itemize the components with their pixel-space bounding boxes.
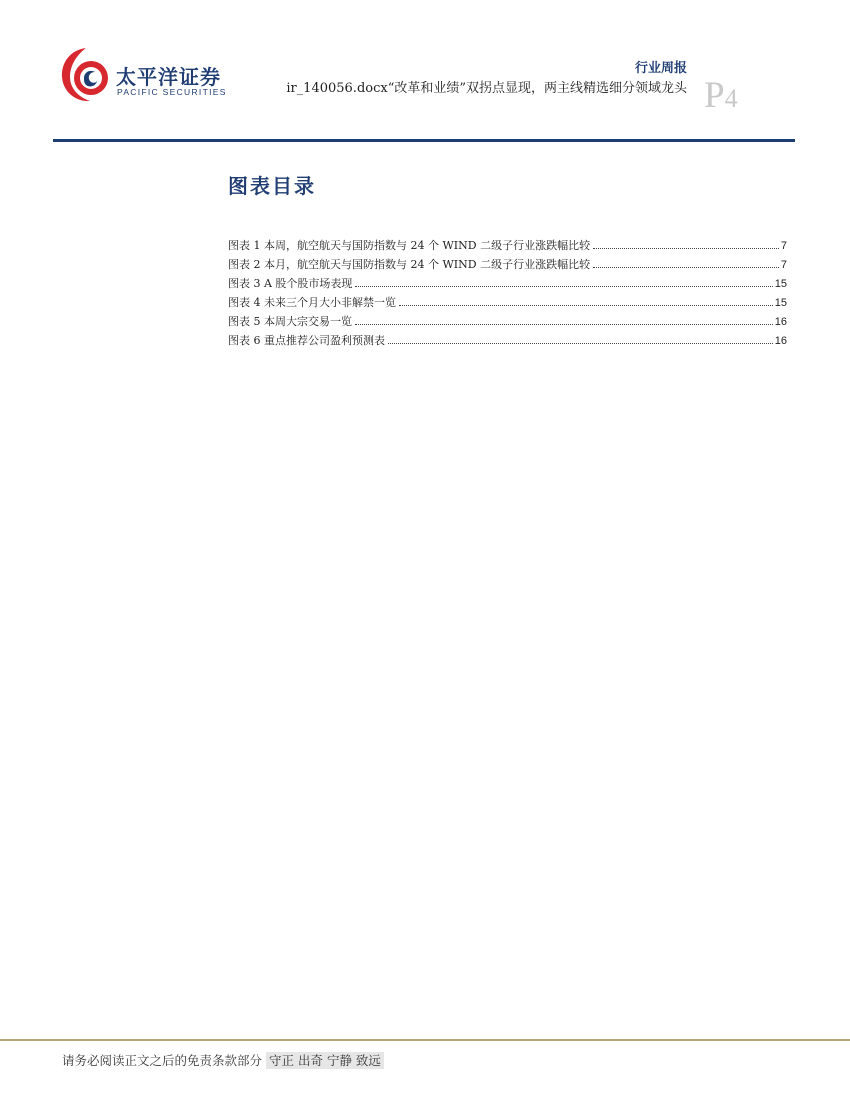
- toc-item-label: 图表 3 A 股个股市场表现: [228, 277, 353, 290]
- toc-item-page: 7: [780, 240, 787, 252]
- toc-leader-dots: [399, 304, 773, 306]
- toc-item-label: 图表 5 本周大宗交易一览: [228, 315, 352, 328]
- toc-item[interactable]: [228, 293, 787, 312]
- report-type: 行业周报: [634, 61, 687, 76]
- page-number: [704, 76, 738, 119]
- toc-item-page: 16: [774, 316, 787, 328]
- toc-item[interactable]: [228, 312, 787, 331]
- toc-item-page: 15: [774, 297, 787, 309]
- page-prefix: P: [704, 75, 725, 116]
- toc-item[interactable]: [228, 236, 787, 255]
- toc-leader-dots: [355, 323, 773, 325]
- pacific-securities-logo-icon: [58, 44, 114, 104]
- company-name-en: PACIFIC SECURITIES: [117, 87, 227, 97]
- toc-item-page: 15: [774, 278, 787, 290]
- toc-item-page: 7: [780, 259, 787, 271]
- toc-list: [228, 236, 787, 350]
- toc-item[interactable]: [228, 274, 787, 293]
- toc-item[interactable]: [228, 255, 787, 274]
- toc-leader-dots: [593, 266, 779, 268]
- toc-item-label: 图表 2 本月，航空航天与国防指数与 24 个 WIND 二级子行业涨跌幅比较: [228, 258, 591, 271]
- toc-item[interactable]: [228, 331, 787, 350]
- report-type-block: [635, 60, 687, 77]
- toc-item-label: 图表 6 重点推荐公司盈利预测表: [228, 334, 385, 347]
- toc-title: 图表目录: [228, 174, 316, 198]
- footer-divider: [0, 1039, 850, 1041]
- toc-item-label: 图表 1 本周，航空航天与国防指数与 24 个 WIND 二级子行业涨跌幅比较: [228, 239, 591, 252]
- toc-item-page: 16: [774, 335, 787, 347]
- page-number-value: 4: [724, 84, 738, 113]
- header-divider: [53, 139, 795, 142]
- toc-leader-dots: [355, 285, 772, 287]
- toc-leader-dots: [593, 247, 779, 249]
- disclaimer-notice: 请务必阅读正文之后的免责条款部分: [62, 1053, 263, 1068]
- footer: [62, 1051, 384, 1069]
- document-title: ir_140056.docx“改革和业绩”双拐点显现，两主线精选细分领域龙头: [286, 81, 687, 96]
- company-motto: 守正 出奇 宁静 致远: [266, 1052, 384, 1069]
- toc-item-label: 图表 4 未来三个月大小非解禁一览: [228, 296, 396, 309]
- company-logo: [58, 44, 238, 114]
- toc-leader-dots: [388, 342, 773, 344]
- company-name-cn: 太平洋证券: [116, 65, 221, 89]
